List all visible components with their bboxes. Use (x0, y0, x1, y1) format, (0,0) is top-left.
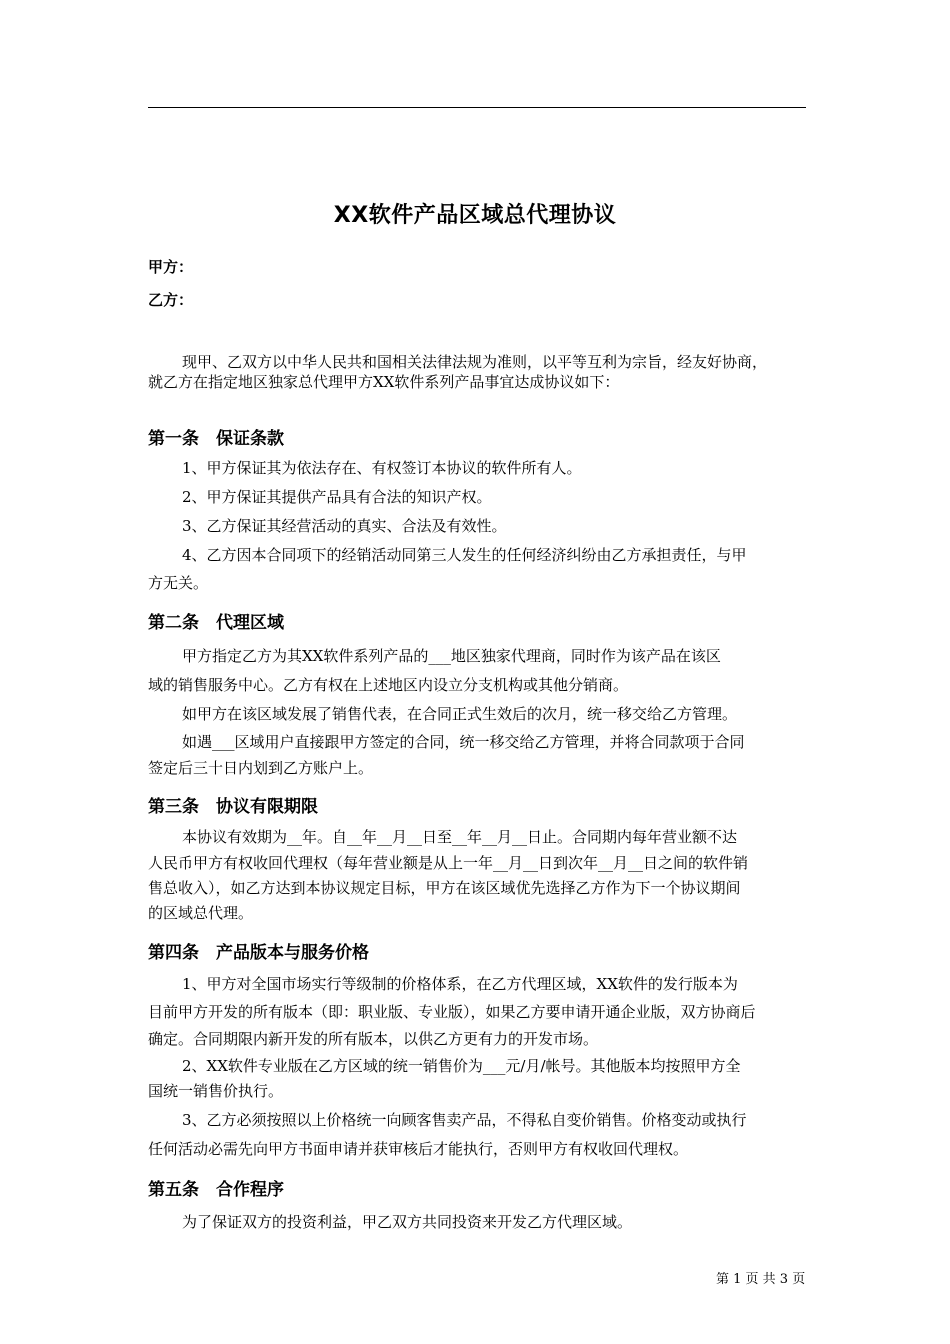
intro-line-1: 现甲、乙双方以中华人民共和国相关法律法规为准则，以平等互利为宗旨，经友好协商， (182, 353, 768, 371)
article-2-line: 域的销售服务中心。乙方有权在上述地区内设立分支机构或其他分销商。 (148, 676, 629, 694)
article-2-line: 甲方指定乙方为其XX软件系列产品的___地区独家代理商，同时作为该产品在该区 (182, 647, 721, 665)
page-number: 第 1 页 共 3 页 (716, 1272, 806, 1287)
document-title: XX软件产品区域总代理协议 (333, 203, 617, 228)
article-1-heading: 第一条 保证条款 (148, 429, 284, 449)
article-4-heading: 第四条 产品版本与服务价格 (148, 943, 369, 963)
article-1-item: 2、甲方保证其提供产品具有合法的知识产权。 (182, 488, 492, 506)
article-3-heading: 第三条 协议有限期限 (148, 797, 318, 817)
article-3-line: 售总收入），如乙方达到本协议规定目标，甲方在该区域优先选择乙方作为下一个协议期间 (148, 879, 741, 897)
article-2-line: 如遇___区域用户直接跟甲方签定的合同，统一移交给乙方管理，并将合同款项于合同 (182, 733, 745, 751)
article-2-line: 如甲方在该区域发展了销售代表，在合同正式生效后的次月，统一移交给乙方管理。 (182, 705, 738, 723)
article-4-line: 1、甲方对全国市场实行等级制的价格体系，在乙方代理区域，XX软件的发行版本为 (182, 975, 738, 993)
article-4-line: 任何活动必需先向甲方书面申请并获审核后才能执行，否则甲方有权收回代理权。 (148, 1140, 689, 1158)
article-3-line: 本协议有效期为__年。自__年__月__日至__年__月__日止。合同期内每年营业额不达 (182, 828, 738, 846)
article-4-line: 确定。合同期限内新开发的所有版本，以供乙方更有力的开发市场。 (148, 1030, 599, 1048)
article-1-item: 方无关。 (148, 574, 209, 592)
header-rule (148, 107, 806, 108)
article-2-line: 签定后三十日内划到乙方账户上。 (148, 759, 374, 777)
article-1-item: 4、乙方因本合同项下的经销活动同第三人发生的任何经济纠纷由乙方承担责任，与甲 (182, 546, 747, 564)
article-2-heading: 第二条 代理区域 (148, 613, 284, 633)
party-b-label: 乙方： (148, 291, 194, 309)
article-5-line: 为了保证双方的投资利益，甲乙双方共同投资来开发乙方代理区域。 (182, 1213, 633, 1231)
article-4-line: 2、XX软件专业版在乙方区域的统一销售价为___元/月/帐号。其他版本均按照甲方全 (182, 1057, 741, 1075)
intro-line-2: 就乙方在指定地区独家总代理甲方XX软件系列产品事宜达成协议如下： (148, 373, 620, 391)
article-4-line: 目前甲方开发的所有版本（即：职业版、专业版），如果乙方要申请开通企业版，双方协商后 (148, 1003, 756, 1021)
article-1-item: 1、甲方保证其为依法存在、有权签订本协议的软件所有人。 (182, 459, 582, 477)
article-1-item: 3、乙方保证其经营活动的真实、合法及有效性。 (182, 517, 507, 535)
article-5-heading: 第五条 合作程序 (148, 1180, 284, 1200)
party-a-label: 甲方： (148, 258, 194, 276)
article-3-line: 的区域总代理。 (148, 904, 254, 922)
article-4-line: 国统一销售价执行。 (148, 1082, 284, 1100)
article-3-line: 人民币甲方有权收回代理权（每年营业额是从上一年__月__日到次年__月__日之间的软件销 (148, 854, 749, 872)
article-4-line: 3、乙方必须按照以上价格统一向顾客售卖产品，不得私自变价销售。价格变动或执行 (182, 1111, 747, 1129)
